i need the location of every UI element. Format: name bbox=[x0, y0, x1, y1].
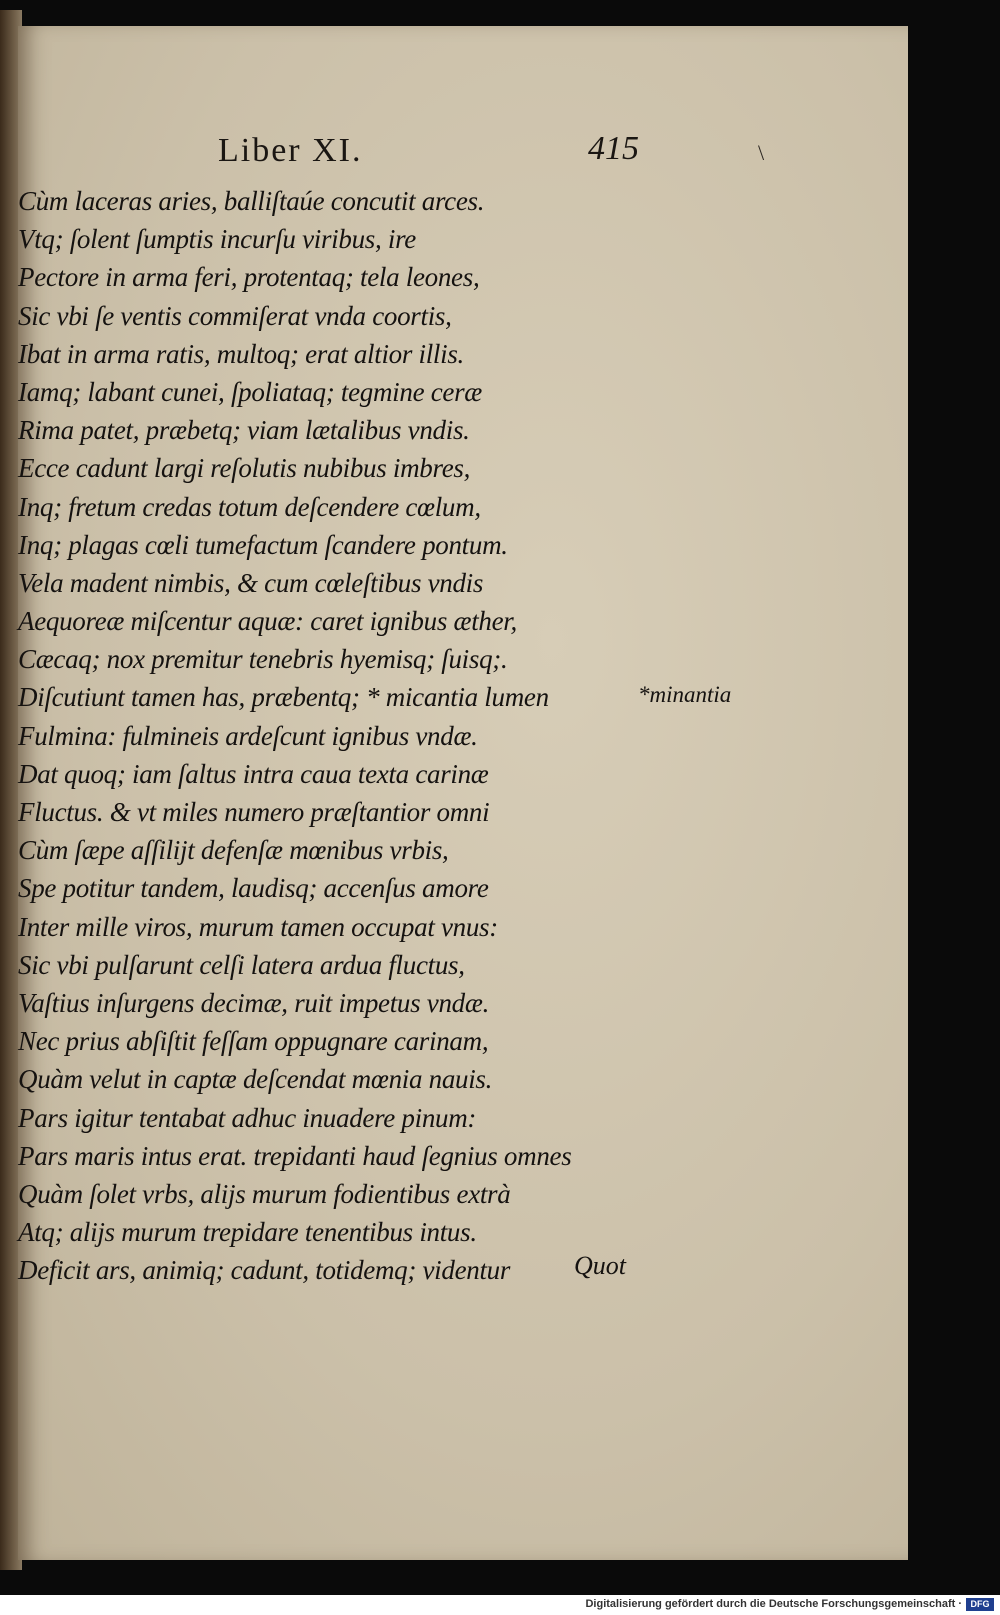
margin-note: *minantia bbox=[638, 682, 732, 707]
page-number: 415 bbox=[588, 130, 639, 167]
verse-block bbox=[18, 182, 878, 1289]
verse-line: Sic vbi pulſarunt celſi latera ardua fluctus, bbox=[18, 949, 465, 980]
verse-line: Spe potitur tandem, laudisq; accenſus amore bbox=[18, 873, 489, 904]
verse-line: Nec prius abſiſtit feſſam oppugnare carinam, bbox=[18, 1026, 489, 1057]
verse-line: Ecce cadunt largi reſolutis nubibus imbres, bbox=[18, 453, 471, 484]
verse-line: Iamq; labant cunei, ſpoliataq; tegmine ceræ bbox=[18, 376, 483, 407]
verse-line: Deficit ars, animiq; cadunt, totidemq; videntur bbox=[18, 1255, 511, 1286]
verse-line: Cùm ſæpe aſſilijt defenſæ mœnibus vrbis, bbox=[18, 835, 449, 866]
verse-line: Fulmina: fulmineis ardeſcunt ignibus vndæ. bbox=[18, 720, 478, 751]
verse-line: Vtq; ſolent ſumptis incurſu viribus, ire bbox=[18, 224, 416, 255]
verse-line: Quàm velut in captæ deſcendat mœnia nauis. bbox=[18, 1064, 493, 1095]
verse-line: Inq; plagas cœli tumefactum ſcandere pontum. bbox=[18, 529, 508, 560]
verse-line: Quàm ſolet vrbs, alijs murum fodientibus extrà bbox=[18, 1178, 511, 1209]
verse-line: Pars igitur tentabat adhuc inuadere pinum: bbox=[18, 1102, 477, 1133]
verse-line: Atq; alijs murum trepidare tenentibus intus. bbox=[18, 1217, 477, 1248]
book-page bbox=[18, 26, 908, 1560]
page-header bbox=[18, 104, 908, 169]
running-title: Liber XI. bbox=[218, 132, 363, 169]
verse-line: Ibat in arma ratis, multoq; erat altior illis. bbox=[18, 338, 464, 369]
verse-line: Aequoreæ miſcentur aquæ: caret ignibus æther, bbox=[18, 606, 517, 637]
verse-line: Sic vbi ſe ventis commiſerat vnda coortis, bbox=[18, 300, 452, 331]
verse-line: Diſcutiunt tamen has, præbentq; * micantia lumen bbox=[18, 682, 549, 713]
verse-line: Cùm laceras aries, balliſtaúe concutit arces. bbox=[18, 186, 485, 216]
verse-line: Dat quoq; iam ſaltus intra caua texta carinæ bbox=[18, 758, 489, 789]
verse-line: Vela madent nimbis, & cum cœleſtibus vndis bbox=[18, 567, 484, 598]
verse-line: Pectore in arma feri, protentaq; tela leones, bbox=[18, 262, 480, 293]
verse-line: Inter mille viros, murum tamen occupat vnus: bbox=[18, 911, 498, 942]
verse-line: Fluctus. & vt miles numero præſtantior omni bbox=[18, 797, 490, 827]
footer-credit: Digitalisierung gefördert durch die Deutsche Forschungsgemeinschaft · bbox=[585, 1598, 962, 1610]
verse-line: Vaſtius inſurgens decimæ, ruit impetus vndæ. bbox=[18, 987, 490, 1018]
catchword: Quot bbox=[574, 1251, 626, 1280]
digitization-footer bbox=[0, 1595, 1000, 1615]
verse-line: Rima patet, præbetq; viam lætalibus vndis. bbox=[18, 415, 470, 446]
verse-line: Pars maris intus erat. trepidanti haud ſegnius omnes bbox=[18, 1140, 572, 1171]
verse-line: Inq; fretum credas totum deſcendere cœlum, bbox=[18, 491, 481, 522]
dfg-logo-icon: DFG bbox=[966, 1598, 994, 1611]
printer-mark: \ bbox=[758, 140, 765, 165]
verse-line: Cæcaq; nox premitur tenebris hyemisq; ſuisq;. bbox=[18, 644, 508, 675]
